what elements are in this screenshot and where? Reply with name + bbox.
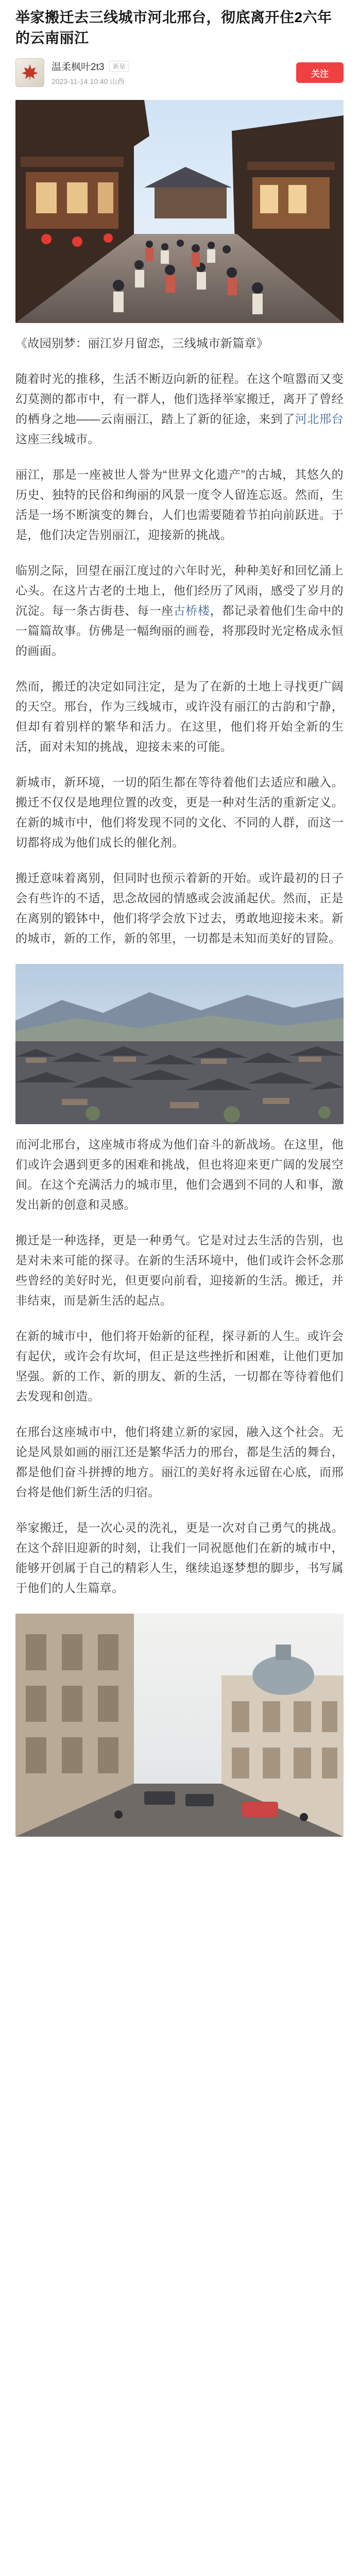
author-row <box>15 56 344 90</box>
article-paragraph: 而河北邢台，这座城市将成为他们奋斗的新战场。在这里，他们或许会遇到更多的困难和挑战，但也将迎来更广阔的发展空间。在这个充满活力的城市里，他们会遇到不同的人和事，激发出新的创意和灵感。 <box>15 1138 344 1211</box>
publish-meta: 2023-11-14 10:40 山西 <box>52 77 125 86</box>
article-paragraph: 临别之际，回望在丽江度过的六年时光，种种美好和回忆涌上心头。在这片古老的土地上，他们经历了风雨，感受了岁月的沉淀。每一条古街巷、每一座古桥楼，都记录着他们生命中的一篇篇故事。仿佛是一幅绚丽的画卷，将那段时光定格成永恒的画面。 <box>15 564 344 657</box>
author-name[interactable]: 温柔枫叶2t3 <box>52 61 105 73</box>
article-paragraph: 举家搬迁，是一次心灵的洗礼，更是一次对自己勇气的挑战。在这个辞旧迎新的时刻，让我们一同祝愿他们在新的城市中，能够开创属于自己的精彩人生，继续追逐梦想的脚步，书写属于他们的人生篇章。 <box>15 1521 344 1595</box>
article-title: 举家搬迁去三线城市河北邢台，彻底离开住2六年的云南丽江 <box>15 9 332 46</box>
article-paragraph: 在新的城市中，他们将开始新的征程，探寻新的人生。或许会有起伏，或许会有坎坷，但正是这些挫折和困难，让他们更加坚强。新的工作、新的朋友、新的生活，一切都在等待着他们去发现和创造。 <box>15 1329 344 1403</box>
article-photo-old-town-street[interactable] <box>15 100 344 323</box>
article-paragraph: 随着时光的推移，生活不断迈向新的征程。在这个喧嚣而又变幻莫测的都市中，有一群人，他们选择举家搬迁，离开了曾经的栖身之地——云南丽江，踏上了新的征途，来到了河北邢台这座三线城市。 <box>15 372 344 446</box>
author-badge: 新星 <box>109 61 129 72</box>
article-paragraph: 搬迁意味着离别，但同时也预示着新的开始。或许最初的日子会有些许的不适，思念故园的情感或会波涌起伏。然而，正是在离别的锻钵中，他们将学会放下过去，勇敢地迎接未来。新的城市，新的工作，新的邻里，一切都是未知而美好的冒险。 <box>15 871 344 945</box>
article-paragraph: 丽江，那是一座被世人誉为“世界文化遗产”的古城，其悠久的历史、独特的民俗和绚丽的风景一度令人留连忘返。然而，生活是一场不断演变的舞台，人们也需要随着节拍向前跃进。于是，他们决定告别丽江，迎接新的挑战。 <box>15 468 344 541</box>
inline-link-xingtai[interactable]: 河北邢台 <box>295 412 344 426</box>
article-paragraph: 然而，搬迁的决定如同注定，是为了在新的土地上寻找更广阔的天空。邢台，作为三线城市，或许没有丽江的古韵和宁静，但却有着别样的繁华和活力。在这里，他们将开始全新的生活，面对未知的挑战，迎接未来的可能。 <box>15 680 344 753</box>
article-photo-city-street[interactable] <box>15 1614 344 1837</box>
article-paragraph: 《故园别梦：丽江岁月留恋，三线城市新篇章》 <box>15 336 269 350</box>
article-paragraph: 新城市，新环境，一切的陌生都在等待着他们去适应和融入。搬迁不仅仅是地理位置的改变，更是一种对生活的重新定义。在新的城市中，他们将发现不同的文化、不同的人群，而这一切都将成为他们成长的催化剂。 <box>15 775 344 849</box>
follow-button[interactable]: 关注 <box>296 62 344 83</box>
author-avatar[interactable] <box>15 58 44 87</box>
article-paragraph: 在邢台这座城市中，他们将建立新的家园，融入这个社会。无论是风景如画的丽江还是繁华活力的邢台，都是生活的舞台，都是他们奋斗拼搏的地方。丽江的美好将永远留在心底，而邢台将是他们新生活的归宿。 <box>15 1425 344 1499</box>
maple-leaf-icon <box>20 62 40 83</box>
article-paragraph: 搬迁是一种选择，更是一种勇气。它是对过去生活的告别，也是对未来可能的探寻。在新的生活环境中，他们或许会怀念那些曾经的美好时光，但更要向前看，迎接新的生活。搬迁，并非结束，而是新生活的起点。 <box>15 1233 344 1307</box>
inline-link-bridge[interactable]: 古桥楼 <box>173 604 210 617</box>
author-info <box>52 59 296 87</box>
article-photo-aerial-rooftops[interactable] <box>15 964 344 1124</box>
